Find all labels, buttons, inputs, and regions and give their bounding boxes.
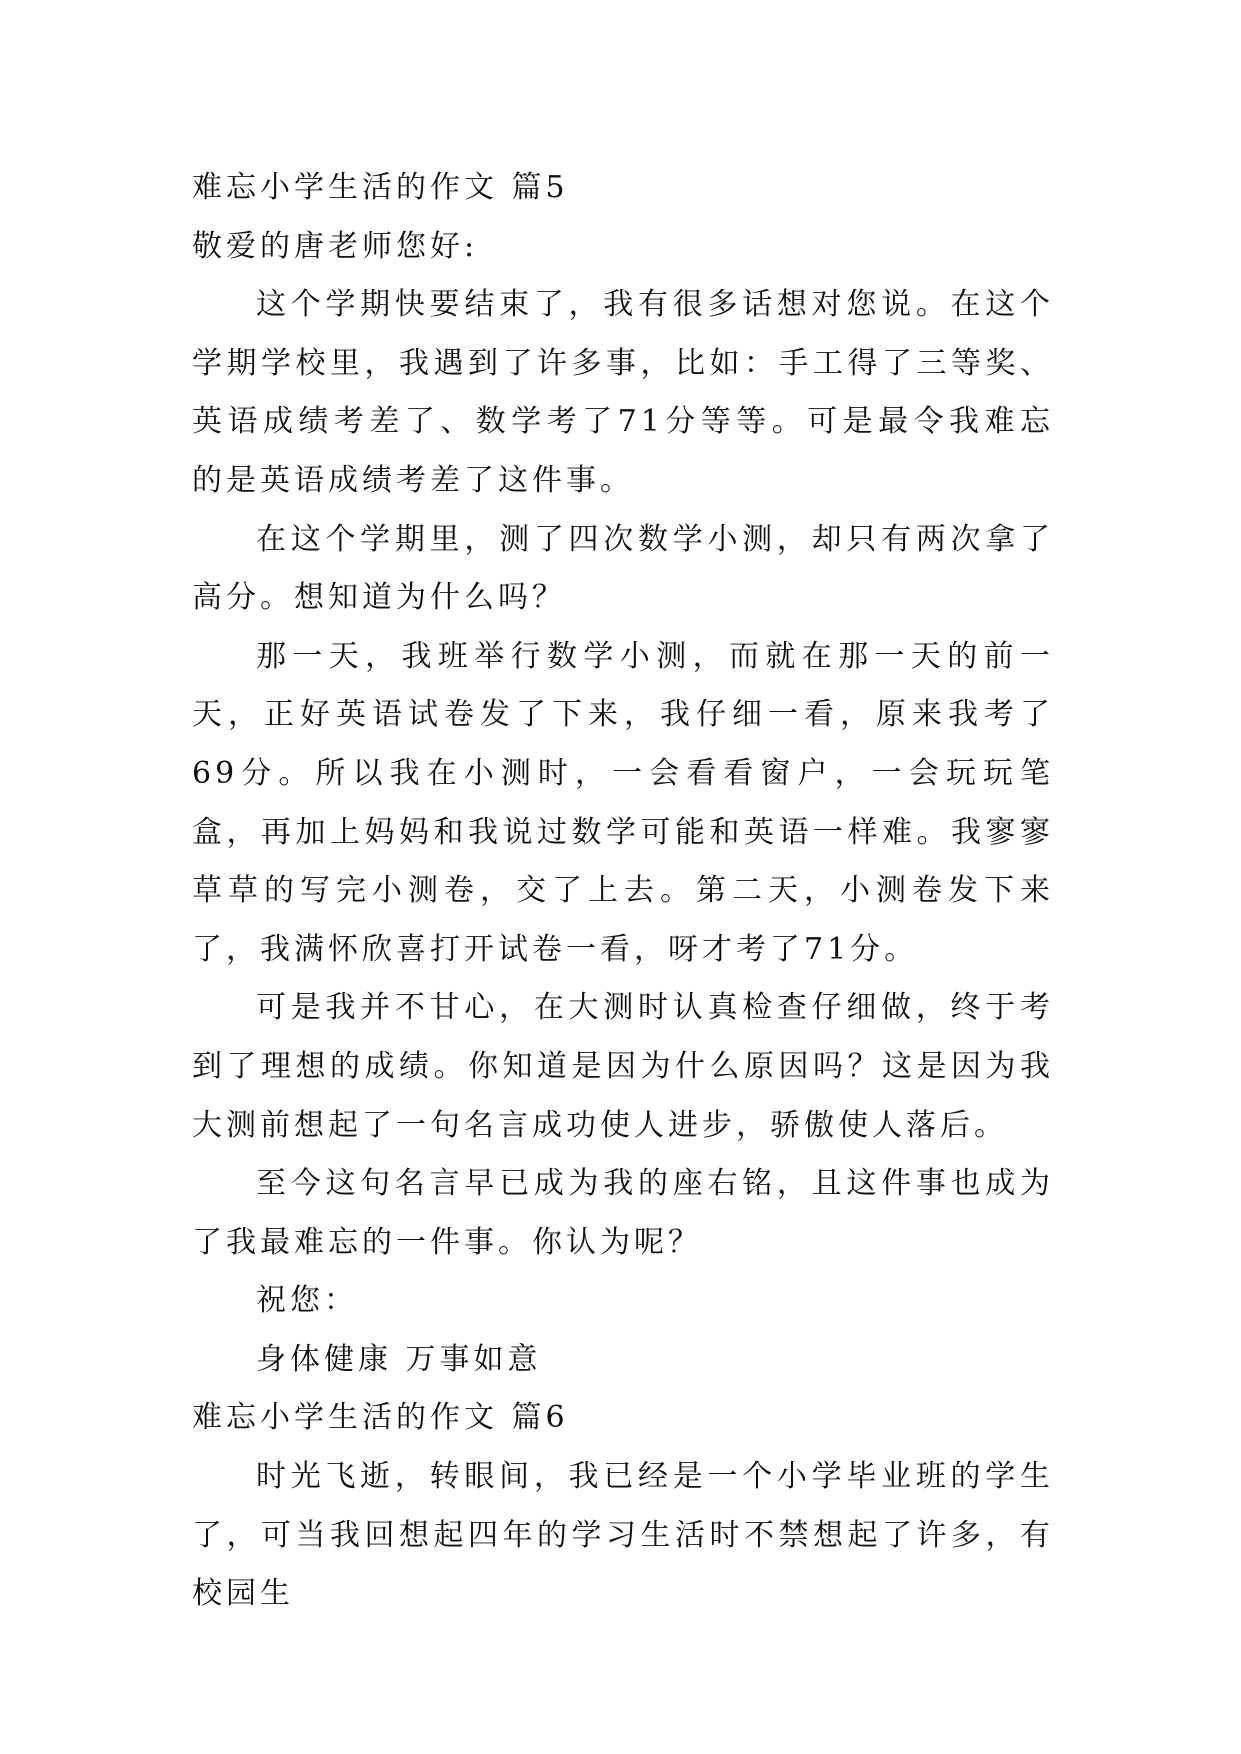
paragraph: 这个学期快要结束了，我有很多话想对您说。在这个学期学校里，我遇到了许多事，比如：手工得了三等奖、英语成绩考差了、数学考了71分等等。可是最令我难忘的是英语成绩考差了这件事。 bbox=[192, 287, 1054, 498]
letter-closing-wish: 祝您： bbox=[256, 1283, 358, 1319]
paragraph: 那一天，我班举行数学小测，而就在那一天的前一天，正好英语试卷发了下来，我仔细一看，原来我考了69分。所以我在小测时，一会看看窗户，一会玩玩笔盒，再加上妈妈和我说过数学可能和英语一样难。我寥寥草草的写完小测卷，交了上去。第二天，小测卷发下来了，我满怀欣喜打开试卷一看，呀才考了71分。 bbox=[192, 638, 1054, 967]
paragraph: 在这个学期里，测了四次数学小测，却只有两次拿了高分。想知道为什么吗？ bbox=[192, 521, 1054, 616]
letter-closing-blessing: 身体健康 万事如意 bbox=[256, 1341, 542, 1377]
essay-heading-5: 难忘小学生活的作文 篇5 bbox=[192, 170, 569, 205]
letter-salutation: 敬爱的唐老师您好: bbox=[192, 228, 479, 264]
essay-heading-6: 难忘小学生活的作文 篇6 bbox=[192, 1400, 569, 1436]
paragraph: 可是我并不甘心，在大测时认真检查仔细做，终于考到了理想的成绩。你知道是因为什么原因吗？这是因为我大测前想起了一句名言成功使人进步，骄傲使人落后。 bbox=[192, 990, 1054, 1143]
document-body bbox=[192, 159, 1054, 1624]
paragraph: 至今这句名言早已成为我的座右铭，且这件事也成为了我最难忘的一件事。你认为呢？ bbox=[192, 1166, 1054, 1260]
paragraph: 时光飞逝，转眼间，我已经是一个小学毕业班的学生了，可当我回想起四年的学习生活时不禁想起了许多，有校园生 bbox=[192, 1459, 1054, 1612]
